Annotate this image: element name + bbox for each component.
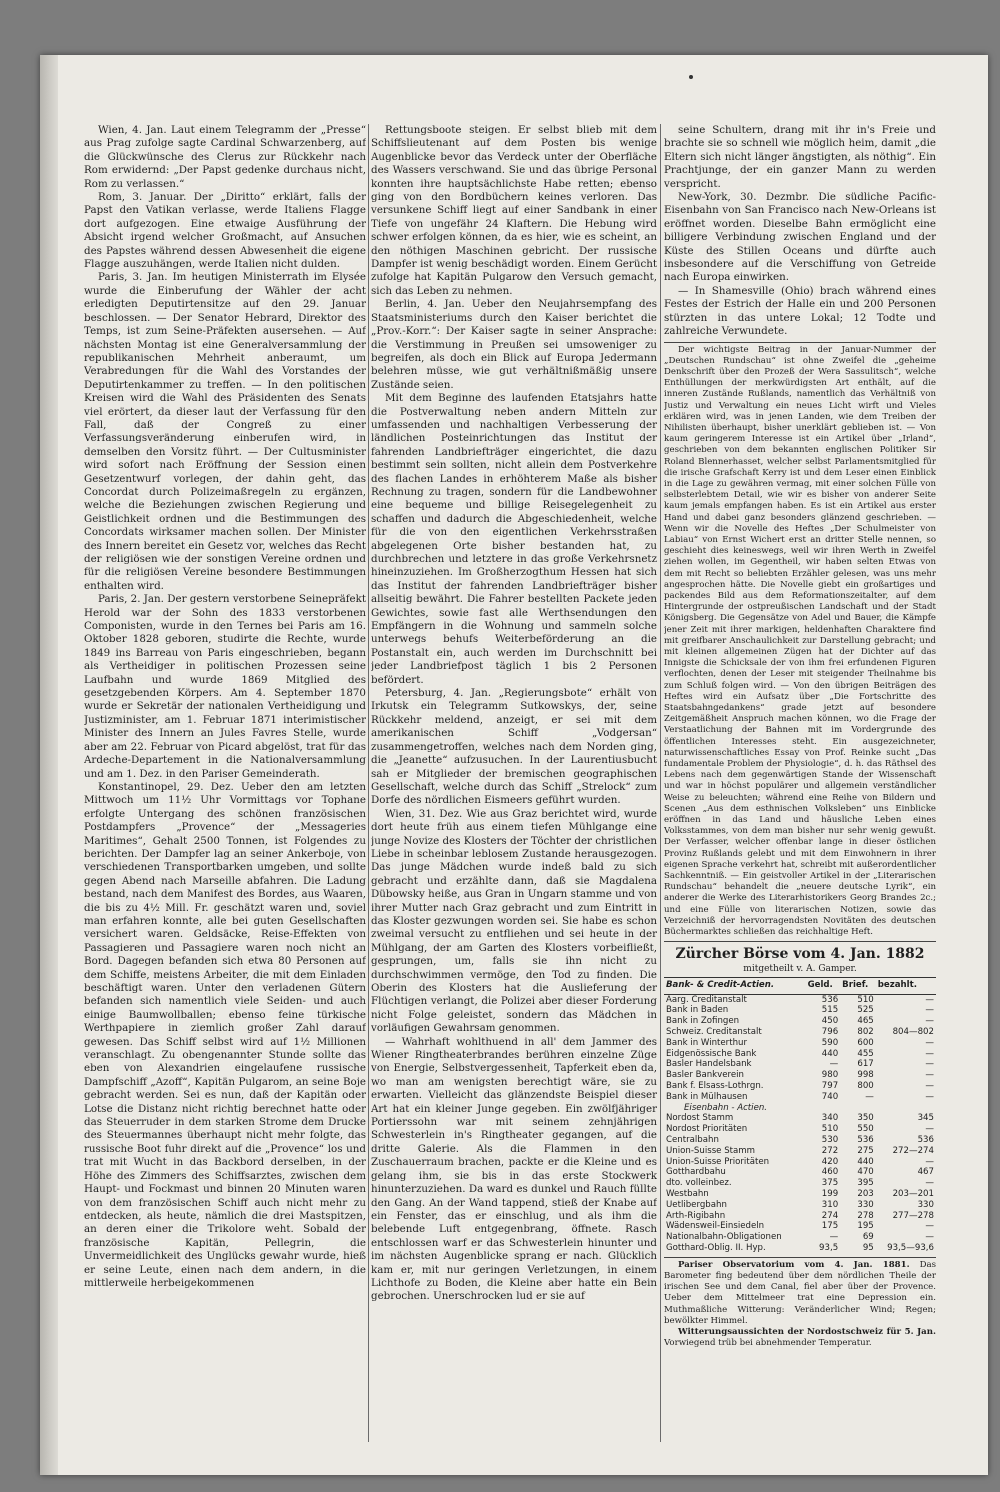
- bourse-cell-name: Nordost Stamm: [666, 1113, 734, 1124]
- bourse-cell-bezahlt: 330: [917, 1199, 934, 1210]
- article-new-york: New-York, 30. Dezmbr. Die südliche Pacific-Eisenbahn von San Francisco nach New-Orleans ist eröffnet worden. Dieselbe Bahn ermöglicht eine billigere Verbindung zwischen England und der Küste des Stillen Oceans und dürfte auch insbesondere auf die Verschiffung von Getreide nach Europa einwirken.: [664, 191, 936, 284]
- bourse-cell-brief: 395: [857, 1178, 874, 1189]
- bourse-cell-bezahlt: 804—802: [892, 1027, 934, 1038]
- bourse-rail-header: Eisenbahn - Actien.: [684, 1102, 768, 1113]
- bourse-cell-geld: 460: [821, 1167, 839, 1178]
- column-3: [664, 124, 936, 1444]
- bourse-row: [664, 1211, 936, 1222]
- bourse-cell-geld: 515: [821, 1005, 839, 1016]
- bourse-cell-geld: 420: [821, 1156, 839, 1167]
- bourse-cell-geld: 272: [821, 1145, 839, 1156]
- bourse-cell-name: Centralbahn: [666, 1135, 719, 1146]
- bourse-row: [664, 1157, 936, 1168]
- bourse-cell-brief: 330: [857, 1199, 874, 1210]
- bourse-cell-geld: —: [829, 1059, 839, 1070]
- article-rettungsboote: Rettungsboote steigen. Er selbst blieb mit dem Schiffslieutenant auf dem Posten bis wenige Augenblicke bevor das Verdeck unter der Oberfläche des Wassers verschwand. Sie und das übrige Personal konnten ihre hauptsächlichste Habe retten; ebenso ging von den Bordbüchern keines verloren. Das versunkene Schiff liegt auf einer Sandbank in einer Tiefe von ungefähr 24 Klaftern. Die Hebung wird schwer erfolgen können, da es hier, wie es scheint, an den nöthigen Maschinen gebricht. Der russische Dampfer ist wenig beschädigt worden. Einem Gerücht zufolge hat Kapitän Pulgarow den Versuch gemacht, sich das Leben zu nehmen.: [371, 124, 657, 297]
- bourse-cell-bezahlt: —: [925, 1070, 934, 1081]
- bourse-cell-geld: 980: [821, 1070, 839, 1081]
- bourse-cell-name: Bank in Baden: [666, 1005, 729, 1016]
- bourse-cell-name: Westbahn: [666, 1189, 709, 1200]
- bourse-cell-geld: 536: [821, 994, 839, 1005]
- bourse-cell-bezahlt: —: [925, 1156, 934, 1167]
- article-wien-2: Wien, 31. Dez. Wie aus Graz berichtet wird, wurde dort heute früh aus einem tiefen Mühlgange eine junge Novize des Klosters der Töchter der christlichen Liebe in scheinbar leblosem Zustande herausgezogen. Das junge Mädchen wurde indeß bald zu sich gebracht und erzählte dann, daß sie Magdalena Dübowsky heiße, aus Gran in Ungarn stamme und von ihrer Mutter nach Graz gebracht und zum Eintritt in das Kloster gezwungen worden sei. Sie habe es schon zweimal versucht zu entfliehen und sei heute in der Mühlgang, der am Garten des Klosters vorbeifließt, gesprungen, um, falls sie ihn nicht zu durchschwimmen vermöge, den Tod zu finden. Die Oberin des Klosters hat die Auslieferung der Flüchtigen verlangt, die Polizei aber dieser Forderung nicht Folge geleistet, sondern das Mädchen in vorläufigen Gewahrsam genommen.: [371, 807, 657, 1035]
- bourse-cell-name: Gotthard-Oblig. II. Hyp.: [666, 1243, 766, 1253]
- bourse-cell-brief: 998: [857, 1070, 874, 1081]
- article-paris-1: Paris, 3. Jan. Im heutigen Ministerrath im Elysée wurde die Einberufung der Wähler der acht erledigten Deputirtensitze auf den 29. Januar beschlossen. — Der Senator Hebrard, Direktor des Temps, ist zum Seine-Präfekten ausersehen. — Auf nächsten Montag ist eine Generalversammlung der republikanischen Mehrheit anberaumt, um Verabredungen für die Wahl des Vorstandes der Deputirtenkammer zu treffen. — In den politischen Kreisen wird die Wahl des Präsidenten des Senats viel erörtert, da dieser laut der Verfassung für den Fall, daß der Congreß zu einer Verfassungsveränderung einberufen wird, in demselben den Vorsitz führt. — Der Cultusminister wird sofort nach Eröffnung der Session einen Gesetzentwurf vorlegen, der dahin geht, das Concordat durch Polizeimaßregeln zu ergänzen, welche die Beziehungen zwischen Regierung und Geistlichkeit ordnen und die Bestimmungen des Concordats wirksamer machen sollen. Der Minister des Innern bereitet ein Gesetz vor, welches das Recht der religiösen wie der sonstigen Vereine ordnen und für die religiösen Vereine besondere Bestimmungen enthalten wird.: [84, 271, 366, 592]
- bourse-cell-bezahlt: 467: [917, 1167, 934, 1178]
- bourse-row: [664, 1070, 936, 1081]
- bourse-row: [664, 994, 936, 1005]
- bourse-cell-brief: 617: [857, 1059, 874, 1070]
- bourse-cell-geld: 440: [821, 1048, 839, 1059]
- column-rule-1: [368, 124, 369, 1442]
- bourse-cell-brief: —: [865, 1091, 874, 1102]
- notice-rundschau: Der wichtigste Beitrag in der Januar-Nummer der „Deutschen Rundschau“ ist ohne Zweifel die „geheime Denkschrift über den Prozeß der Wera Sassulitsch“, welche Enthüllungen der merkwürdigsten Art enthält, auf die inneren Zustände Rußlands, namentlich das Verhältniß von Justiz und Verwaltung ein neues Licht wirft und Vieles erklären wird, was in jenen Landen, wie dem Treiben der Nihilisten überhaupt, bisher unerklärt geblieben ist. — Von kaum geringerem Interesse ist ein Artikel über „Irland“, geschrieben von dem bekannten englischen Politiker Sir Roland Blennerhasset, welcher selbst Parlamentsmitglied für die irische Grafschaft Kerry ist und dem Leser einen Einblick in die Lage zu gewähren vermag, mit einer solchen Fülle von selbsterlebtem Detail, wie wir es bisher von anderer Seite kaum jemals empfangen haben. Es ist ein Artikel aus erster Hand und dabei ganz besonders glänzend geschrieben. — Wenn wir die Novelle des Heftes „Der Schulmeister von Labiau“ von Ernst Wichert erst an dritter Stelle nennen, so geschieht dies keineswegs, weil wir ihren Werth in Zweifel ziehen wollen, im Gegentheil, wir haben selten Etwas von dem mit Recht so beliebten Erzähler gelesen, was uns mehr angesprochen hätte. Die Novelle giebt ein großartiges und packendes Bild aus dem Reformationszeitalter, auf dem Hintergrunde der ostpreußischen Landschaft und der Stadt Königsberg. Die Gegensätze von Adel und Bauer, die Kämpfe jener Zeit mit ihrer markigen, heldenhaften Charaktere find mit greifbarer Anschaulichkeit zur Darstellung gebracht; und mit kleinen allgemeinen Zügen hat der Dichter auf das Innigste die Schicksale der von ihm frei erfundenen Figuren verflochten, denen der Leser mit steigender Theilnahme bis zum Schluß folgen wird. — Von den übrigen Beiträgen des Heftes wird ein Aufsatz über „Die Fortschritte des Staatsbahngedankens“ grade jetzt auf besondere Zeitgemäßheit Anspruch machen können, wo die Frage der Verstaatlichung der Bahnen mit im Vordergrunde des öffentlichen Interesses steht. Ein ausgezeichneter, naturwissenschaftliches Essay von Prof. Reinke sucht „Das fundamentale Problem der Physiologie“, d. h. das Räthsel des Lebens nach dem gegenwärtigen Stande der Wissenschaft und war in höchst populärer und allgemein verständlicher Weise zu beleuchten; während eine Reihe von Bildern und Scenen „Aus dem esthnischen Volksleben“ uns Einblicke eröffnen in das Land und häusliche Leben eines Volksstammes, von dem man bisher nur sehr wenig gewußt. Der Verfasser, welcher offenbar lange in dieser östlichen Provinz Rußlands gelebt und mit dem Einwohnern in ihrer eigenen Sprache verkehrt hat, schreibt mit außerordentlicher Sachkenntniß. — Ein geistvoller Artikel in der „Literarischen Rundschau“ behandelt die „neuere deutsche Lyrik“, ein anderer die Werke des Literarhistorikers Georg Brandes 2c.; und eine Fülle von literarischen Notizen, sowie das Verzeichniß der hervorragendsten Novitäten des deutschen Büchermarktes schließen das reichhaltige Heft.: [664, 344, 936, 938]
- bourse-header-row: [664, 978, 936, 994]
- bourse-cell-name: Basler Bankverein: [666, 1070, 745, 1081]
- bourse-cell-brief: 278: [857, 1210, 874, 1221]
- column-1: [84, 124, 366, 1444]
- bourse-row: [664, 1027, 936, 1038]
- bourse-cell-name: Arth-Rigibahn: [666, 1210, 726, 1221]
- bourse-cell-name: Schweiz. Creditanstalt: [666, 1027, 762, 1038]
- bourse-cell-brief: 536: [857, 1135, 874, 1146]
- bourse-cell-name: Wädensweil-Einsiedeln: [666, 1221, 765, 1232]
- bourse-cell-geld: 199: [821, 1189, 839, 1200]
- bourse-cell-brief: 470: [857, 1167, 874, 1178]
- bourse-subtitle: mitgetheilt v. A. Gamper.: [743, 964, 857, 975]
- bourse-rail-rows: [664, 1113, 936, 1253]
- bourse-cell-bezahlt: —: [925, 1232, 934, 1243]
- article-petersburg: Petersburg, 4. Jan. „Regierungsbote“ erhält von Irkutsk ein Telegramm Sutkowskys, der, seine Rückkehr meldend, anzeigt, er sei mit dem amerikanischen Schiff „Vodgersan“ zusammengetroffen, welches nach dem Norden ging, die „Jeanette“ aufzusuchen. In der Laurentiusbucht sah er Mitglieder der bremischen geographischen Gesellschaft, welche durch das Schiff „Strelock“ zum Dorfe des nördlichen Eismeers geführt wurden.: [371, 687, 657, 807]
- bourse-cell-name: Bank in Mülhausen: [666, 1091, 748, 1102]
- bourse-cell-brief: 510: [857, 994, 874, 1005]
- bourse-cell-bezahlt: —: [925, 1091, 934, 1102]
- bourse-cell-geld: 796: [821, 1027, 839, 1038]
- bourse-cell-bezahlt: 93,5—93,6: [887, 1243, 934, 1253]
- bourse-cell-brief: 800: [857, 1081, 874, 1092]
- article-ringtheater: — Wahrhaft wohlthuend in all' dem Jammer des Wiener Ringtheaterbrandes berühren einzelne Züge von Energie, Selbstvergessenheit, Tapferkeit eben da, wo man am wenigsten berechtigt wäre, sie zu erwarten. Vielleicht das glänzendste Beispiel dieser Art hat ein kleiner Junge gegeben. Ein zwölfjähriger Portierssohn war mit seinem zehnjährigen Schwesterlein in's Ringtheater gegangen, auf die dritte Galerie. Als die Flammen in den Zuschauerraum brachen, packte er die Kleine und es gelang ihm, sie bis in das erste Stockwerk hinunterzuziehen. Da ward es dunkel und Rauch füllte den Gang. An der Wand tappend, stieß der Knabe auf ein Fenster, das er einschlug, und als ihm die belebende Luft entgegenbrang, öffnete. Rasch entschlossen warf er das Schwesterlein hinunter und im nächsten Augenblicke sprang er nach. Glücklich kam er, mit nur geringen Verletzungen, in einem Lichthofe zu Boden, die Kleine aber hatte ein Bein gebrochen. Unerschrocken lud er sie auf: [371, 1035, 657, 1303]
- bourse-header-name: Bank- & Credit-Actien.: [664, 978, 806, 994]
- bourse-header-bezahlt: bezahlt.: [876, 978, 936, 994]
- bourse-row: [664, 1189, 936, 1200]
- article-rom: Rom, 3. Januar. Der „Diritto“ erklärt, falls der Papst den Vatikan verlasse, werde Italiens Flagge dort aufgezogen. Eine etwaige Ausführung der Absicht irgend welcher Großmacht, auf Ansuchen des Papstes während dessen Abwesenheit die eigene Flagge auszuhängen, werde Italien nicht dulden.: [84, 191, 366, 271]
- bourse-cell-geld: 175: [821, 1221, 839, 1232]
- bourse-cell-bezahlt: —: [925, 1221, 934, 1232]
- bourse-cell-bezahlt: —: [925, 1059, 934, 1070]
- bourse-row: [664, 1135, 936, 1146]
- bourse-cell-brief: 95: [862, 1243, 874, 1253]
- bourse-cell-bezahlt: 272—274: [892, 1145, 934, 1156]
- bourse-cell-name: Uetlibergbahn: [666, 1199, 727, 1210]
- bourse-row: [664, 1243, 936, 1254]
- bourse-row: [664, 1049, 936, 1060]
- bourse-cell-geld: 590: [821, 1037, 839, 1048]
- article-konstantinopel: Konstantinopel, 29. Dez. Ueber den am letzten Mittwoch um 11½ Uhr Vormittags vor Tophane erfolgte Untergang des schönen französischen Postdampfers „Provence“ der „Messageries Maritimes“, Gehalt 2500 Tonnen, ist Folgendes zu berichten. Der Dampfer lag an seiner Ankerboje, von verschiedenen Transportbarken umgeben, und sollte gegen Abend nach Marseille abfahren. Die Ladung bestand, nach dem Manifest des Bordes, aus Waaren, die bis zu 4½ Mill. Fr. geschätzt waren und, soviel man erfahren konnte, alle bei guten Gesellschaften versichert waren. Geldsäcke, Reise-Effekten von Passagieren und Passagiere waren noch nicht an Bord. Dagegen befanden sich etwa 80 Personen auf dem Schiffe, meistens Arbeiter, die mit dem Einladen beschäftigt waren. Unter den verladenen Gütern befanden sich namentlich viele Seiden- und auch einige Baumwollballen; ebenso feine türkische Werthpapiere in ziemlich großer Zahl darauf gewesen. Das Schiff selbst wird auf 1½ Millionen veranschlagt. Zu obengenannter Stunde sollte das eben von Alexandrien eingelaufene russische Dampfschiff „Azoff“, Kapitän Pulgarom, an seine Boje gebracht werden. Sei es nun, daß der Kapitän oder Lotse die Distanz nicht richtig berechnet hatte oder das Steuerruder in dem starken Strome dem Drucke des Steuermannes überhaupt nicht mehr folgte, das russische Boot fuhr direkt auf die „Provence“ los und trat mit Wucht in das Backbord derselben, in der Höhe des Zimmers des Schiffsarztes, zwischen dem Haupt- und Fockmast und binnen 20 Minuten waren von dem französischen Schiff auch nicht mehr zu entdecken, als heute, nämlich die drei Mastspitzen, an deren einer die Trikolore weht. Sobald der französische Kapitän, Pellegrin, die Unvermeidlichkeit des Unglücks gewahr wurde, hieß er seine Leute, einen nach dem andern, in die mittlerweile herbeigekommenen: [84, 780, 366, 1289]
- bourse-cell-bezahlt: —: [925, 1048, 934, 1059]
- bourse-row: [664, 1038, 936, 1049]
- column-rule-2: [660, 124, 661, 1442]
- bourse-cell-geld: 375: [821, 1178, 839, 1189]
- bourse-row: [664, 1167, 936, 1178]
- bourse-row: [664, 1005, 936, 1016]
- bourse-row: [664, 1081, 936, 1092]
- bourse-cell-geld: 274: [821, 1210, 839, 1221]
- article-shamesville: — In Shamesville (Ohio) brach während eines Festes der Estrich der Halle ein und 200 Personen stürzten in das untere Lokal; 12 Todte und zahlreiche Verwundete.: [664, 284, 936, 338]
- bourse-cell-brief: 465: [857, 1016, 874, 1027]
- bourse-cell-name: dto. volleinbez.: [666, 1178, 732, 1189]
- bourse-rail-header-row: [664, 1103, 936, 1114]
- bourse-cell-bezahlt: 277—278: [892, 1210, 934, 1221]
- bourse-cell-name: Bank in Winterthur: [666, 1037, 748, 1048]
- bourse-cell-geld: 310: [821, 1199, 839, 1210]
- bourse-title: Zürcher Börse vom 4. Jan. 1882: [675, 946, 925, 963]
- bourse-row: [664, 1059, 936, 1070]
- bourse-row: [664, 1016, 936, 1027]
- bourse-cell-bezahlt: —: [925, 1081, 934, 1092]
- bourse-cell-name: Union-Suisse Prioritäten: [666, 1156, 770, 1167]
- section-divider: [664, 1257, 936, 1258]
- bourse-cell-name: Nordost Prioritäten: [666, 1124, 748, 1135]
- bourse-row: [664, 1146, 936, 1157]
- bourse-cell-geld: 93,5: [819, 1243, 839, 1253]
- bourse-cell-bezahlt: —: [925, 994, 934, 1005]
- bourse-cell-bezahlt: 203—201: [892, 1189, 934, 1200]
- bourse-cell-brief: 802: [857, 1027, 874, 1038]
- bourse-cell-brief: 69: [862, 1232, 874, 1243]
- section-divider: [664, 941, 936, 942]
- bourse-row: [664, 1232, 936, 1243]
- article-postverwaltung: Mit dem Beginne des laufenden Etatsjahrs hatte die Postverwaltung neben andern Mitteln zur umfassenden und nachhaltigen Verbesserung der ländlichen Posteinrichtungen das Institut der fahrenden Landbriefträger eingerichtet, die dazu bestimmt sein sollten, nicht allein dem Postverkehre des flachen Landes in erhöhterem Maße als bisher Rechnung zu tragen, sondern für die Landbewohner eine bequeme und billige Reisegelegenheit zu schaffen und dadurch die Abgeschiedenheit, welche für die von den eigentlichen Verkehrsstraßen abgelegenen Orte bisher bestanden hat, zu durchbrechen und letztere in das große Verkehrsnetz hineinzuziehen. Im Großherzogthum Hessen hat sich das Institut der fahrenden Landbriefträger bisher allseitig bewährt. Die Fahrer bestellten Packete jeden Gewichtes, sowie fast alle Werthsendungen den Empfängern in die Wohnung und sammeln solche unterwegs behufs Weiterbeförderung an die Postanstalt ein, auch werden im Durchschnitt bei jeder Landbriefpost täglich 1 bis 2 Personen befördert.: [371, 392, 657, 686]
- bourse-cell-brief: 275: [857, 1145, 874, 1156]
- article-paris-2: Paris, 2. Jan. Der gestern verstorbene Seinepräfekt Herold war der Sohn des 1833 verstorbenen Componisten, wurde in den Ternes bei Paris am 16. Oktober 1828 geboren, studirte die Rechte, wurde 1849 ins Barreau von Paris eingeschrieben, begann als Vertheidiger in politischen Prozessen seine Laufbahn und wurde 1869 Mitglied des gesetzgebenden Körpers. Am 4. September 1870 wurde er Sekretär der nationalen Vertheidigung und Justizminister, am 1. Februar 1871 interimistischer Minister des Innern an Jules Favres Stelle, wurde aber am 22. Februar von Picard abgelöst, trat für das Ardeche-Departement in die Nationalversammlung und am 1. Dez. in den Pariser Gemeinderath.: [84, 593, 366, 780]
- bourse-cell-brief: 350: [857, 1113, 874, 1124]
- observatory-text: Das Barometer fing bedeutend über dem nördlichen Theile der irischen See und dem Canal, fiel aber über der Provence. Ueber dem Mittelmeer trat eine Depression ein. Muthmaßliche Witterung: Veränderlicher Wind; Regen; bewölkter Himmel.: [664, 1259, 936, 1326]
- bourse-header-geld: Geld.: [806, 978, 841, 994]
- bourse-header-brief: Brief.: [840, 978, 876, 994]
- bourse-cell-brief: 525: [857, 1005, 874, 1016]
- bourse-cell-brief: 440: [857, 1156, 874, 1167]
- bourse-bank-rows: [664, 994, 936, 1102]
- bourse-row: [664, 1200, 936, 1211]
- bourse-cell-name: Nationalbahn-Obligationen: [666, 1232, 782, 1243]
- bourse-cell-geld: 510: [821, 1124, 839, 1135]
- bourse-cell-bezahlt: —: [925, 1016, 934, 1027]
- bourse-cell-name: Aarg. Creditanstalt: [666, 994, 747, 1005]
- section-divider: [664, 342, 936, 343]
- bourse-cell-geld: 797: [821, 1081, 839, 1092]
- page-binding-shadow: [40, 55, 58, 1475]
- bourse-row: [664, 1221, 936, 1232]
- forecast-block: [664, 1327, 936, 1349]
- observatory-block: [664, 1260, 936, 1327]
- bourse-row: [664, 1113, 936, 1124]
- article-schultern: seine Schultern, drang mit ihr in's Freie und brachte sie so schnell wie möglich heim, damit „die Eltern sich nicht länger ängstigten, als nöthig“. Ein Prachtjunge, der ein ganzer Mann zu werden verspricht.: [664, 124, 936, 190]
- observatory-title: Pariser Observatorium vom 4. Jan. 1881.: [678, 1259, 910, 1270]
- bourse-cell-geld: 450: [821, 1016, 839, 1027]
- bourse-row: [664, 1124, 936, 1135]
- bourse-cell-geld: 530: [821, 1135, 839, 1146]
- bourse-table: [664, 977, 936, 1254]
- article-berlin: Berlin, 4. Jan. Ueber den Neujahrsempfang des Staatsministeriums durch den Kaiser berichtet die „Prov.-Korr.“: Der Kaiser sagte in seiner Ansprache: die Verstimmung in Preußen sei umsoweniger zu begreifen, als doch ein Blick auf Europa Jedermann belehren müsse, wie gut verhältnißmäßig unsere Zustände seien.: [371, 298, 657, 391]
- bourse-cell-brief: 203: [857, 1189, 874, 1200]
- bourse-cell-name: Bank in Zofingen: [666, 1016, 740, 1027]
- bourse-cell-brief: 455: [857, 1048, 874, 1059]
- bourse-row: [664, 1092, 936, 1103]
- bourse-cell-bezahlt: 536: [917, 1135, 934, 1146]
- bourse-cell-name: Bank f. Elsass-Lothrgn.: [666, 1081, 764, 1092]
- bourse-cell-bezahlt: —: [925, 1178, 934, 1189]
- bourse-cell-geld: 340: [821, 1113, 839, 1124]
- bourse-cell-brief: 195: [857, 1221, 874, 1232]
- bourse-cell-brief: 550: [857, 1124, 874, 1135]
- bourse-cell-bezahlt: —: [925, 1124, 934, 1135]
- bourse-cell-geld: 740: [821, 1091, 839, 1102]
- bourse-cell-bezahlt: —: [925, 1005, 934, 1016]
- bourse-cell-name: Basler Handelsbank: [666, 1059, 752, 1070]
- bourse-cell-brief: 600: [857, 1037, 874, 1048]
- bourse-cell-name: Gotthardbahu: [666, 1167, 726, 1178]
- ink-dot: [689, 75, 693, 79]
- bourse-cell-name: Eidgenössische Bank: [666, 1048, 757, 1059]
- article-wien-1: Wien, 4. Jan. Laut einem Telegramm der „Presse“ aus Prag zufolge sagte Cardinal Schwarzenberg, auf die Glückwünsche des Clerus zur Rückkehr nach Rom erwidernd: „Der Papst gedenke durchaus nicht, Rom zu verlassen.“: [84, 124, 366, 190]
- bourse-cell-geld: —: [829, 1232, 839, 1243]
- bourse-cell-name: Union-Suisse Stamm: [666, 1145, 756, 1156]
- forecast-title: Witterungsaussichten der Nordostschweiz für 5. Jan.: [678, 1327, 936, 1338]
- bourse-cell-bezahlt: 345: [917, 1113, 934, 1124]
- bourse-cell-bezahlt: —: [925, 1037, 934, 1048]
- forecast-text: Vorwiegend trüb bei abnehmender Temperatur.: [664, 1338, 872, 1349]
- bourse-row: [664, 1178, 936, 1189]
- column-2: [371, 124, 657, 1444]
